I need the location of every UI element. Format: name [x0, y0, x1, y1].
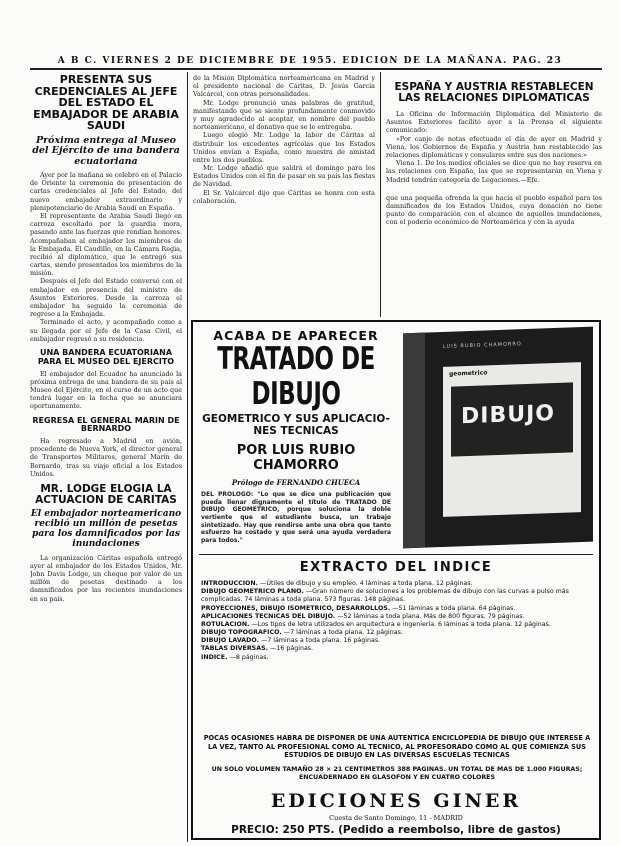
ad-author: POR LUIS RUBIO CHAMORRO: [236, 443, 356, 473]
article4-paragraph: La organización Cáritas española entregó ayer al embajador de los Estados Unidos, Mr. John Davis Lodge, un cheque por valor de un millón de pesetas destinado a los damnificados por las recientes inundaciones en su país.: [30, 553, 182, 603]
middle-paragraph: Luego elogió Mr. Lodge la labor de Cáritas al distribuir los excedentes agrícolas que los Estados Unidos envían a España, como muestra de amistad entre los dos pueblos.: [193, 131, 375, 164]
index-item-label: ROTULACION.: [201, 620, 250, 628]
ad-publisher: EDICIONES GINER: [270, 790, 522, 812]
middle-paragraph: El Sr. Valcárcel dijo que Cáritas se honra con esta colaboración.: [193, 188, 375, 205]
index-item-label: DIBUJO LAVADO.: [201, 637, 259, 645]
article1-headline: PRESENTA SUS CREDENCIALES AL JEFE DEL ESTADO EL EMBAJADOR DE ARABIA SAUDI: [33, 74, 179, 133]
index-item-label: TABLAS DIVERSAS.: [201, 645, 269, 653]
right-column: [386, 74, 602, 318]
column-divider-right: [380, 72, 381, 317]
article1-subheadline: Próxima entrega al Museo del Ejército de una bandera ecuatoriana: [32, 134, 180, 167]
index-item-text: —Útiles de dibujo y su empleo. 4 láminas a toda plana. 12 páginas.: [260, 580, 473, 587]
right-paragraph: «Por canje de notas efectuado el día de ayer en Madrid y Viena, los Gobiernos de España y Austria han restablecido las relaciones diplomáticas y consulares entre sus dos naciones.»: [386, 134, 602, 159]
ad-closing-text: POCAS OCASIONES HABRA DE DISPONER DE UNA AUTENTICA ENCICLOPEDIA DE DIBUJO QUE INTERESE A LA VEZ, TANTO AL PROFESIONAL COMO AL TECNICO, AL PROFESORADO COMO AL QUE COMIENZA SUS ESTUDIOS DE DIBUJO EN LAS DIVERSAS ESCUELAS TECNICAS: [203, 734, 591, 760]
index-item-text: —7 láminas a toda plana. 12 páginas.: [283, 629, 403, 637]
index-item: [201, 580, 593, 588]
index-item: [201, 613, 593, 621]
article1-paragraph: Terminado el acto, y acompañado como a su llegada por el Jefe de la Casa Civil, el embajador regresó a su residencia.: [30, 318, 182, 343]
middle-paragraph: Mr. Lodge añadió que saldrá el domingo para los Estados Unidos con el fin de pasar en su país las fiestas de Navidad.: [193, 164, 375, 189]
header-rule: [30, 68, 602, 70]
book-cover-series: LUIS RUBIO CHAMORRO: [443, 341, 522, 350]
book-cover-dark-panel: [451, 382, 573, 456]
index-item-text: —Los tipos de letra utilizados en arquitectura e ingeniería. 6 láminas a toda plana. 12 páginas.: [251, 620, 551, 628]
ad-title: TRATADO DE DIBUJO: [217, 341, 375, 413]
middle-column: [193, 74, 375, 318]
index-item-label: APLICACIONES TECNICAS DEL DIBUJO.: [201, 612, 336, 620]
book-spine: [403, 333, 425, 549]
index-item: [201, 605, 593, 613]
left-column: [30, 74, 182, 844]
index-item-text: —52 láminas a toda plana. Más de 800 figuras. 79 páginas.: [337, 612, 525, 620]
index-item-text: —7 láminas a toda plana. 16 páginas.: [261, 637, 381, 645]
index-item: [201, 588, 593, 604]
column-divider-left: [187, 72, 188, 842]
ad-kicker: ACABA DE APARECER: [213, 328, 379, 343]
book-cover-small: geometrico: [449, 369, 488, 378]
index-item-text: —8 páginas.: [229, 653, 269, 661]
article1-paragraph: El representante de Arabia Saudí llegó en carroza escoltado por la guardia mora, pasando ante las fuerzas que rendían honores. Acompañaban al embajador los miembros de la Embajada. El Caudillo, en la Cámara Regia, recibió al diplomático, que le entregó sus cartas, siendo presentados los miembros de la misión.: [30, 211, 182, 278]
article3-headline: REGRESA EL GENERAL MARIN DE BERNARDO: [32, 415, 180, 434]
ad-index-list: [201, 580, 593, 662]
article1-paragraph: Después el Jefe del Estado conversó con el embajador en presencia del ministro de Asuntos Exteriores. Desde la carroza el embajador ha seguido la ceremonia de regreso a la Embajada.: [30, 277, 182, 319]
ad-prologue: Prólogo de FERNANDO CHUECA: [231, 478, 361, 487]
ad-index-heading: EXTRACTO DEL INDICE: [299, 560, 493, 575]
right-headline: ESPAÑA Y AUSTRIA RESTABLECEN LAS RELACIONES DIPLOMATICAS: [394, 81, 594, 105]
middle-paragraph: de la Misión Diplomática norteamericana en Madrid y el presidente nacional de Cáritas, D. Jesús García Valcárcel, con otras personalidades.: [193, 74, 375, 99]
ad-title-block: [193, 322, 399, 545]
ad-format-text: UN SOLO VOLUMEN TAMAÑO 28 × 21 CENTIMETROS 388 PAGINAS. UN TOTAL DE MAS DE 1.000 FIGURAS; ENCUADERNADO EN GLASOFON Y EN CUATRO COLORES: [211, 766, 583, 782]
index-item-label: DIBUJO TOPOGRAFICO.: [201, 629, 282, 637]
right-continuation: que una pequeña ofrenda la que hacía el pueblo español para los damnificados de los Estados Unidos, cuya donación no tiene punto de comparación con el alcance de aquellos inundaciones, con el poderío económico de Norteamérica y con la ayuda: [386, 193, 602, 227]
ad-subtitle-line2: NES TECNICAS: [253, 425, 339, 437]
index-item-text: —16 páginas.: [270, 645, 314, 653]
ad-divider: [199, 554, 593, 555]
ad-prologue-text: DEL PROLOGO: "Lo que se dice una publicación que pueda llenar dignamente el título de TRATADO DE DIBUJO GEOMETRICO, porque soluciona la doble vertiente que el estudiante busca, un trabajo sintetizado. Hay que rendirse ante una obra que tanto esfuerzo ha costado y que será una ayuda verdadera para todos.": [201, 491, 391, 545]
index-item-text: —Gran número de soluciones a los problemas de dibujo con las curvas a pulso más complicadas. 74 láminas a toda plana. 573 figuras. 148 páginas.: [201, 588, 569, 604]
index-item-label: INDICE.: [201, 653, 228, 661]
index-item: [201, 645, 593, 653]
index-item: [201, 654, 593, 662]
right-paragraph: La Oficina de Información Diplomática del Ministerio de Asuntos Exteriores facilitó ayer a la Prensa el siguiente comunicado:: [386, 110, 602, 135]
article3-paragraph: Ha regresado a Madrid en avión, procedente de Nueva York, el director general de Transportes Militares, general Marín de Bernardo, tras su viaje oficial a los Estados Unidos.: [30, 437, 182, 478]
index-item-label: DIBUJO GEOMETRICO PLANO.: [201, 588, 304, 596]
book-cover-title: DIBUJO: [461, 401, 555, 430]
ad-subtitle-line1: GEOMETRICO Y SUS APLICACIO-: [202, 413, 390, 425]
article1-paragraph: Ayer por la mañana se celebró en el Palacio de Oriente la ceremonia de presentación de cartas credenciales al Jefe del Estado, del nuevo embajador extraordinario y plenipotenciario de Arabia Saudí en España.: [30, 171, 182, 212]
book-advertisement: [191, 320, 601, 840]
article4-subheadline: El embajador norteamericano recibió un millón de pesetas para los damnificados por las inundaciones: [30, 509, 182, 549]
index-item: [201, 621, 593, 629]
running-head: A B C. VIERNES 2 DE DICIEMBRE DE 1955. EDICION DE LA MAÑANA. PAG. 23: [57, 56, 563, 66]
right-paragraph: Viena 1. De los medios oficiales se dice que no hay reserva en las relaciones con España, las que se representarán en Viena y Madrid tendrán categoría de Legaciones.—Efe.: [386, 159, 602, 184]
article2-headline: UNA BANDERA ECUATORIANA PARA EL MUSEO DEL EJERCITO: [37, 347, 175, 366]
index-item: [201, 629, 593, 637]
article2-paragraph: El embajador del Ecuador ha anunciado la próxima entrega de una bandera de su país al Museo del Ejército, en el curso de un acto que tendrá lugar en la fecha que se anunciará oportunamente.: [30, 369, 182, 411]
book-cover-image: [403, 327, 593, 549]
ad-address: Cuesta de Santo Domingo, 11 - MADRID: [329, 814, 463, 822]
index-item-text: —51 láminas a toda plana. 64 páginas.: [392, 604, 516, 612]
ad-price: PRECIO: 250 PTS. (Pedido a reembolso, libre de gastos): [231, 824, 561, 836]
index-item-label: INTRODUCCION.: [201, 580, 259, 587]
middle-paragraph: Mr. Lodge pronunció unas palabras de gratitud, manifestando que se siente profundamente conmovido y muy agradecido al aceptar, en nombre del pueblo norteamericano, el donativo que se le entregaba.: [193, 98, 375, 132]
article4-headline: MR. LODGE ELOGIA LA ACTUACION DE CARITAS: [35, 483, 177, 507]
index-item-label: PROYECCIONES, DIBUJO ISOMETRICO, DESARROLLOS.: [201, 604, 391, 612]
